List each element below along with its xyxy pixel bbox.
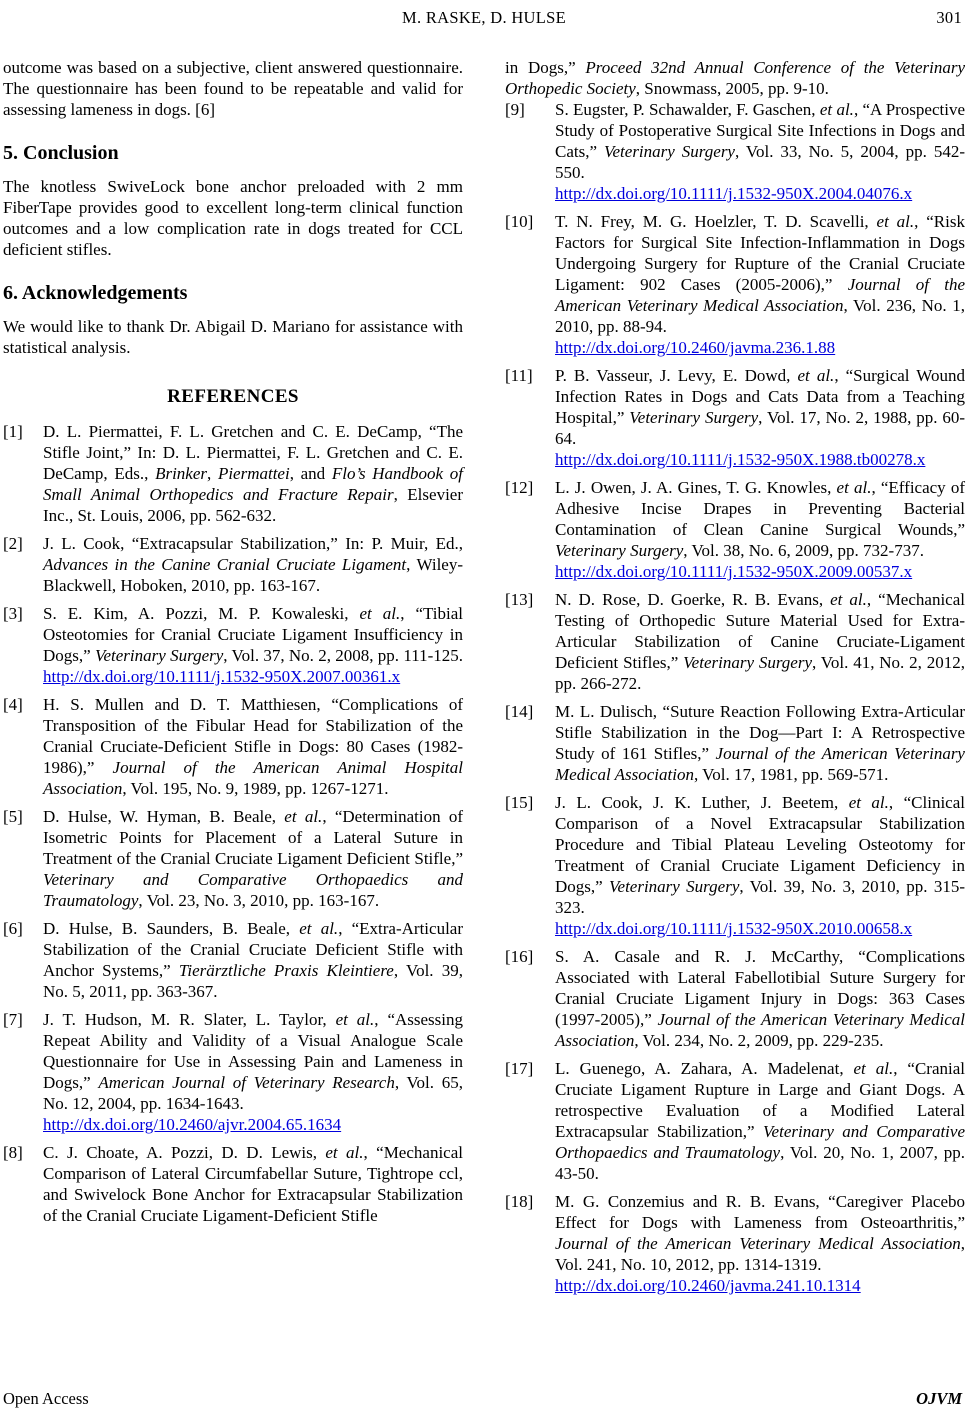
reference-number: [17]: [505, 1059, 534, 1078]
italic-title: Veterinary Surgery: [604, 142, 735, 161]
reference-number: [11]: [505, 366, 533, 385]
reference-number: [7]: [3, 1010, 23, 1029]
italic-title: Journal of the American Veterinary Medical Association: [555, 275, 965, 315]
reference-item: [3, 918, 463, 1002]
reference-text: P. B. Vasseur, J. Levy, E. Dowd, et al., “Surgical Wound Infection Rates in Dogs and Cats Data from a Teaching Hospital,” Veterinary Surgery, Vol. 17, No. 2, 1988, pp. 60-64. http://dx.doi.org/10.1111/j.1532-950X.1988.tb00278.x: [555, 366, 965, 469]
italic-title: Proceed 32nd Annual Conference of the Veterinary Orthopedic Society: [505, 58, 965, 98]
reference-text: J. T. Hudson, M. R. Slater, L. Taylor, et al., “Assessing Repeat Ability and Validity of a Visual Analogue Scale Questionnaire for Use in Assessing Pain and Lameness in Dogs,” American Journal of Veterinary Research, Vol. 65, No. 12, 2004, pp. 1634-1643. http://dx.doi.org/10.2460/ajvr.2004.65.1634: [43, 1010, 464, 1134]
reference-number: [13]: [505, 590, 534, 609]
reference-number: [9]: [505, 100, 525, 119]
reference-number: [2]: [3, 534, 23, 553]
reference-text: S. Eugster, P. Schawalder, F. Gaschen, et al., “A Prospective Study of Postoperative Surgical Site Infections in Dogs and Cats,” Veterinary Surgery, Vol. 33, No. 5, 2004, pp. 542-550. http://dx.doi.org/10.1111/j.1532-950X.2004.04076.x: [555, 100, 966, 203]
open-access-label: Open Access: [3, 1389, 89, 1408]
reference-text: D. L. Piermattei, F. L. Gretchen and C. E. DeCamp, “The Stifle Joint,” In: D. L. Piermattei, F. L. Gretchen and C. E. DeCamp, Eds., Brinker, Piermattei, and Flo’s Handbook of Small Animal Orthopedics and Fracture Repair, Elsevier Inc., St. Louis, 2006, pp. 562-632.: [43, 422, 463, 525]
reference-text: M. G. Conzemius and R. B. Evans, “Caregiver Placebo Effect for Dogs with Lameness from Osteoarthritis,” Journal of the American Veterinary Medical Association, Vol. 241, No. 10, 2012, pp. 1314-1319. http://dx.doi.org/10.2460/javma.241.10.1314: [555, 1192, 965, 1295]
italic-title: et al.: [819, 100, 854, 119]
reference-number: [15]: [505, 793, 534, 812]
italic-title: et al.: [335, 1010, 375, 1029]
reference-item: [3, 1142, 463, 1226]
reference-item: [505, 792, 965, 939]
doi-link[interactable]: http://dx.doi.org/10.1111/j.1532-950X.2007.00361.x: [43, 667, 401, 686]
reference-list-right: [505, 99, 965, 1296]
italic-title: Journal of the American Animal Hospital Association: [43, 758, 463, 798]
reference-text: J. L. Cook, “Extracapsular Stabilization,” In: P. Muir, Ed., Advances in the Canine Cranial Cruciate Ligament, Wiley-Blackwell, Hoboken, 2010, pp. 163-167.: [43, 534, 463, 595]
italic-title: Brinker: [155, 464, 207, 483]
reference-item: [505, 477, 965, 582]
journal-abbreviation: OJVM: [916, 1389, 962, 1408]
italic-title: Veterinary and Comparative Orthopaedics and Traumatology: [43, 870, 463, 910]
reference-item: [505, 211, 965, 358]
two-column-layout: [3, 57, 965, 1303]
reference-number: [1]: [3, 422, 23, 441]
reference-text: L. J. Owen, J. A. Gines, T. G. Knowles, et al., “Efficacy of Adhesive Incise Drapes in Preventing Bacterial Contamination of Clean Canine Surgical Wounds,” Veterinary Surgery, Vol. 38, No. 6, 2009, pp. 732-737. http://dx.doi.org/10.1111/j.1532-950X.2009.00537.x: [555, 478, 966, 581]
italic-title: Tierärztliche Praxis Kleintiere: [178, 961, 394, 980]
reference-text: S. E. Kim, A. Pozzi, M. P. Kowaleski, et al., “Tibial Osteotomies for Cranial Cruciate Ligament Insufficiency in Dogs,” Veterinary Surgery, Vol. 37, No. 2, 2008, pp. 111-125. http://dx.doi.org/10.1111/j.1532-950X.2007.00361.x: [43, 604, 464, 686]
italic-title: Journal of the American Veterinary Medical Association: [555, 1234, 961, 1253]
italic-title: Journal of the American Veterinary Medical Association: [555, 1010, 966, 1050]
reference-text: C. J. Choate, A. Pozzi, D. D. Lewis, et al., “Mechanical Comparison of Lateral Circumfabellar Suture, Tightrope ccl, and Swivelock Bone Anchor for Extracapsular Stabilization of the Cranial Cruciate Ligament-Deficient Stifle: [43, 1143, 463, 1225]
conclusion-paragraph: The knotless SwiveLock bone anchor preloaded with 2 mm FiberTape provides good to excellent long-term clinical function outcomes and a low complication rate in dogs treated for CCL deficient stifles.: [3, 177, 463, 259]
reference-item: [3, 603, 463, 687]
italic-title: Veterinary Surgery: [629, 408, 759, 427]
italic-title: et al.: [876, 212, 915, 231]
italic-title: et al.: [299, 919, 339, 938]
reference-list-left: [3, 421, 463, 1226]
reference-item: [505, 365, 965, 470]
italic-title: et al.: [853, 1059, 894, 1078]
section-heading-acknowledgements: 6. Acknowledgements: [3, 282, 188, 304]
page-header: [3, 7, 965, 28]
reference-item: [3, 1009, 463, 1135]
section-heading-conclusion: 5. Conclusion: [3, 142, 119, 164]
doi-link[interactable]: http://dx.doi.org/10.2460/javma.236.1.88: [555, 338, 836, 357]
reference-number: [3]: [3, 604, 23, 623]
italic-title: Veterinary Surgery: [683, 653, 813, 672]
reference-text: H. S. Mullen and D. T. Matthiesen, “Complications of Transposition of the Fibular Head for Stabilization of the Cranial Cruciate-Deficient Stifle in Dogs: 80 Cases (1982-1986),” Journal of the American Animal Hospital Association, Vol. 195, No. 9, 1989, pp. 1267-1271.: [43, 695, 463, 798]
reference-item: [3, 694, 463, 799]
running-title: M. RASKE, D. HULSE: [402, 8, 566, 27]
reference-item: [505, 589, 965, 694]
reference-text: S. A. Casale and R. J. McCarthy, “Complications Associated with Lateral Fabellotibial Suture Surgery for Cranial Cruciate Ligament Injury in Dogs: 363 Cases (1997-2005),” Journal of the American Veterinary Medical Association, Vol. 234, No. 2, 2009, pp. 229-235.: [555, 947, 966, 1050]
italic-title: et al.: [830, 590, 867, 609]
reference-item: [505, 701, 965, 785]
right-column: [505, 57, 965, 1303]
reference-text: D. Hulse, W. Hyman, B. Beale, et al., “Determination of Isometric Points for Placement of a Lateral Suture in Treatment of the Cranial Cruciate Ligament Deficient Stifle,” Veterinary and Comparative Orthopaedics and Traumatology, Vol. 23, No. 3, 2010, pp. 163-167.: [43, 807, 463, 910]
italic-title: et al.: [325, 1143, 364, 1162]
acknowledgements-paragraph: We would like to thank Dr. Abigail D. Mariano for assistance with statistical analysis.: [3, 317, 463, 357]
reference-item: [3, 421, 463, 526]
reference-text: M. L. Dulisch, “Suture Reaction Following Extra-Articular Stifle Stabilization in the Dog—Part I: A Retrospective Study of 161 Stifles,” Journal of the American Veterinary Medical Association, Vol. 17, 1981, pp. 569-571.: [555, 702, 965, 784]
left-column: [3, 57, 463, 1303]
italic-title: Veterinary Surgery: [94, 646, 224, 665]
reference-number: [16]: [505, 947, 534, 966]
italic-title: et al.: [797, 366, 835, 385]
reference-item: [505, 1058, 965, 1184]
italic-title: et al.: [359, 604, 401, 623]
references-heading: REFERENCES: [167, 386, 299, 407]
reference-text: T. N. Frey, M. G. Hoelzler, T. D. Scavelli, et al., “Risk Factors for Surgical Site Infection-Inflammation in Dogs Undergoing Surgery for Rupture of the Cranial Cruciate Ligament: 902 Cases (2005-2006),” Journal of the American Veterinary Medical Association, Vol. 236, No. 1, 2010, pp. 88-94. http://dx.doi.org/10.2460/javma.236.1.88: [555, 212, 965, 357]
italic-title: Flo’s Handbook of Small Animal Orthopedics and Fracture Repair: [43, 464, 463, 504]
intro-paragraph: outcome was based on a subjective, client answered questionnaire. The questionnaire has been found to be repeatable and valid for assessing lameness in dogs. [6]: [3, 58, 463, 119]
reference-number: [4]: [3, 695, 23, 714]
reference-text: N. D. Rose, D. Goerke, R. B. Evans, et al., “Mechanical Testing of Orthopedic Suture Material Used for Extra-Articular Stabilization of Canine Cruciate-Ligament Deficient Stifles,” Veterinary Surgery, Vol. 41, No. 2, 2012, pp. 266-272.: [555, 590, 965, 693]
reference-8-continuation: in Dogs,” Proceed 32nd Annual Conference of the Veterinary Orthopedic Society, Snowmass, 2005, pp. 9-10.: [505, 58, 965, 98]
reference-number: [5]: [3, 807, 23, 826]
doi-link[interactable]: http://dx.doi.org/10.2460/javma.241.10.1314: [555, 1276, 861, 1295]
italic-title: et al.: [284, 807, 323, 826]
reference-text: J. L. Cook, J. K. Luther, J. Beetem, et al., “Clinical Comparison of a Novel Extracapsular Stabilization Procedure and Tibial Plateau Leveling Osteotomy for Treatment of Cranial Cruciate Ligament Deficiency in Dogs,” Veterinary Surgery, Vol. 39, No. 3, 2010, pp. 315-323. http://dx.doi.org/10.1111/j.1532-950X.2010.00658.x: [555, 793, 965, 938]
italic-title: American Journal of Veterinary Research: [98, 1073, 395, 1092]
reference-number: [8]: [3, 1143, 23, 1162]
reference-number: [12]: [505, 478, 534, 497]
reference-item: [505, 946, 965, 1051]
reference-text: D. Hulse, B. Saunders, B. Beale, et al., “Extra-Articular Stabilization of the Cranial Cruciate Deficient Stifle with Anchor Systems,” Tierärztliche Praxis Kleintiere, Vol. 39, No. 5, 2011, pp. 363-367.: [43, 919, 464, 1001]
doi-link[interactable]: http://dx.doi.org/10.1111/j.1532-950X.2010.00658.x: [555, 919, 913, 938]
doi-link[interactable]: http://dx.doi.org/10.2460/ajvr.2004.65.1634: [43, 1115, 342, 1134]
reference-number: [14]: [505, 702, 534, 721]
reference-item: [3, 533, 463, 596]
italic-title: Journal of the American Veterinary Medical Association: [555, 744, 965, 784]
italic-title: Advances in the Canine Cranial Cruciate Ligament: [43, 555, 407, 574]
reference-text: L. Guenego, A. Zahara, A. Madelenat, et al., “Cranial Cruciate Ligament Rupture in Large and Giant Dogs. A retrospective Evaluation of a Modified Lateral Extracapsular Stabilization,” Veterinary and Comparative Orthopaedics and Traumatology, Vol. 20, No. 1, 2007, pp. 43-50.: [555, 1059, 965, 1183]
italic-title: Veterinary Surgery: [609, 877, 740, 896]
reference-number: [6]: [3, 919, 23, 938]
reference-number: [10]: [505, 212, 534, 231]
doi-link[interactable]: http://dx.doi.org/10.1111/j.1532-950X.2004.04076.x: [555, 184, 913, 203]
italic-title: Piermattei: [217, 464, 290, 483]
reference-item: [505, 99, 965, 204]
italic-title: Veterinary Surgery: [555, 541, 684, 560]
italic-title: et al.: [848, 793, 889, 812]
reference-number: [18]: [505, 1192, 534, 1211]
page-footer: [3, 1388, 962, 1409]
doi-link[interactable]: http://dx.doi.org/10.1111/j.1532-950X.2009.00537.x: [555, 562, 913, 581]
reference-item: [505, 1191, 965, 1296]
reference-item: [3, 806, 463, 911]
italic-title: et al.: [836, 478, 872, 497]
italic-title: Veterinary and Comparative Orthopaedics and Traumatology: [555, 1122, 965, 1162]
doi-link[interactable]: http://dx.doi.org/10.1111/j.1532-950X.1988.tb00278.x: [555, 450, 926, 469]
page-number: 301: [936, 8, 962, 27]
